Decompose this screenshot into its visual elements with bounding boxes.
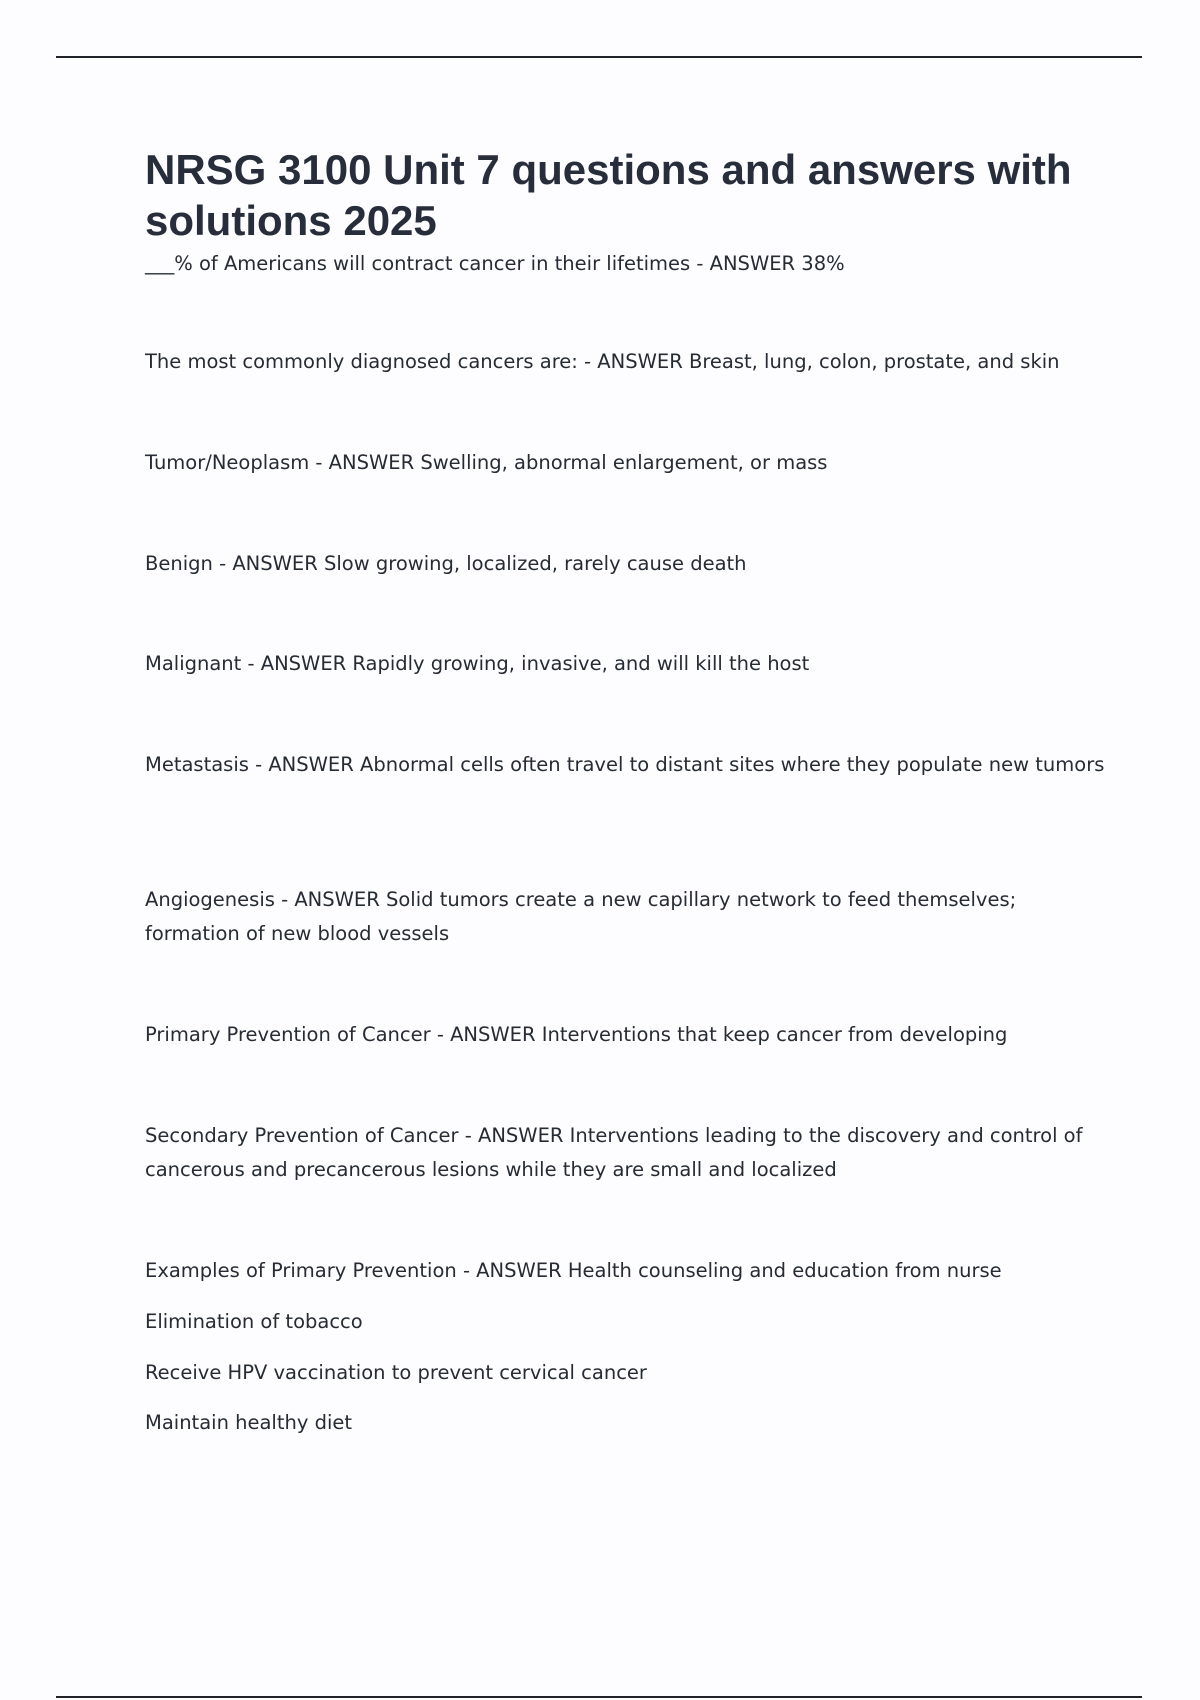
qa-entry: Metastasis - ANSWER Abnormal cells often travel to distant sites where they populate new tumors xyxy=(145,753,1105,776)
top-rule xyxy=(56,56,1142,58)
qa-entry: Secondary Prevention of Cancer - ANSWER Interventions leading to the discovery and control of cancerous and precancerous lesions while they are small and localized xyxy=(145,1124,1083,1181)
qa-entry: ___% of Americans will contract cancer in their lifetimes - ANSWER 38% xyxy=(145,252,845,275)
qa-entry: The most commonly diagnosed cancers are: - ANSWER Breast, lung, colon, prostate, and skin xyxy=(145,350,1060,373)
qa-entry: Malignant - ANSWER Rapidly growing, invasive, and will kill the host xyxy=(145,652,810,675)
qa-entry: Benign - ANSWER Slow growing, localized, rarely cause death xyxy=(145,552,747,575)
qa-entry: Tumor/Neoplasm - ANSWER Swelling, abnormal enlargement, or mass xyxy=(145,451,828,474)
qa-entry: Primary Prevention of Cancer - ANSWER Interventions that keep cancer from developing xyxy=(145,1023,1008,1046)
qa-entry: Angiogenesis - ANSWER Solid tumors create a new capillary network to feed themselves; formation of new blood vessels xyxy=(145,888,1017,945)
answer-continuation-line: Elimination of tobacco xyxy=(145,1310,363,1333)
answer-continuation-line: Maintain healthy diet xyxy=(145,1411,353,1434)
answer-continuation-line: Receive HPV vaccination to prevent cervical cancer xyxy=(145,1361,647,1384)
bottom-rule xyxy=(56,1696,1142,1698)
document-title: NRSG 3100 Unit 7 questions and answers with solutions 2025 xyxy=(145,146,1072,244)
qa-entry: Examples of Primary Prevention - ANSWER Health counseling and education from nurse xyxy=(145,1259,1002,1282)
